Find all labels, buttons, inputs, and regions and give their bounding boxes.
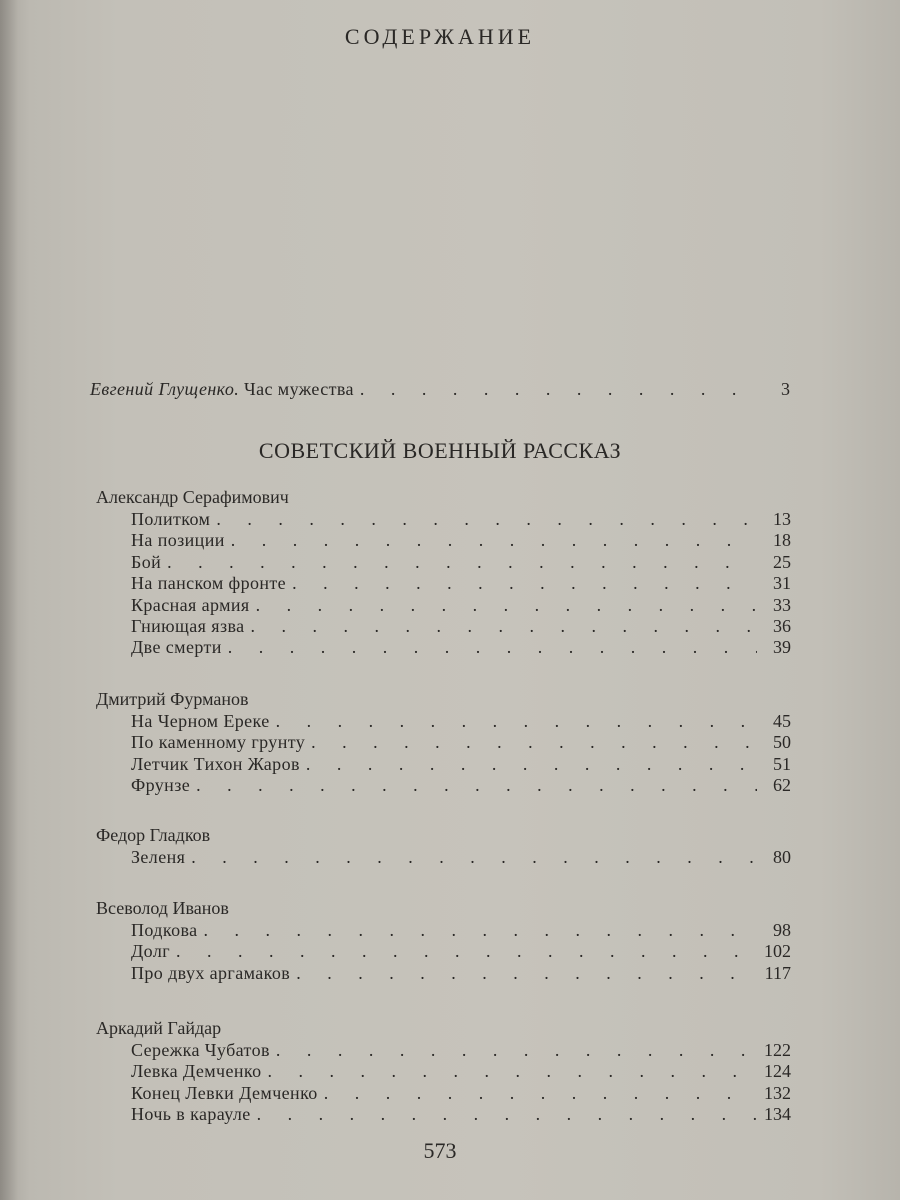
entry-title: По каменному грунту <box>131 732 306 753</box>
entry-title: Про двух аргамаков <box>131 962 291 983</box>
section-title: СОВЕТСКИЙ ВОЕННЫЙ РАССКАЗ <box>258 438 622 463</box>
toc-entry <box>96 1060 791 1081</box>
entry-page-number: 62 <box>773 775 791 796</box>
intro-author: Евгений Глущенко. <box>90 379 240 399</box>
toc-entry <box>96 594 791 615</box>
entry-page-number: 122 <box>764 1040 791 1060</box>
entry-page-number: 80 <box>773 847 791 867</box>
author-block <box>96 688 791 796</box>
toc-entry <box>96 572 791 593</box>
page-title: СОДЕРЖАНИЕ <box>344 24 536 49</box>
dot-leader <box>292 572 757 594</box>
dot-leader <box>228 636 757 658</box>
author-block <box>96 897 791 983</box>
dot-leader <box>324 1082 757 1104</box>
entry-title: Зеленя <box>131 847 186 867</box>
author-name: Дмитрий Фурманов <box>96 689 249 709</box>
dot-leader <box>306 753 757 775</box>
intro-entry-text <box>90 378 354 400</box>
author-name: Всеволод Иванов <box>96 898 229 918</box>
entry-title: Две смерти <box>131 637 222 658</box>
entry-title: Конец Левки Демченко <box>131 1082 318 1103</box>
toc-entry <box>96 710 791 731</box>
dot-leader <box>276 1039 757 1061</box>
entry-title: Бой <box>131 551 162 572</box>
entry-page-number: 39 <box>773 637 791 658</box>
toc-entry <box>96 1103 791 1124</box>
dot-leader <box>268 1060 757 1082</box>
entry-page-number: 31 <box>773 573 791 594</box>
toc-entry <box>96 919 791 940</box>
dot-leader <box>276 710 757 732</box>
dot-leader <box>204 919 757 941</box>
entry-title: Летчик Тихон Жаров <box>131 753 300 774</box>
dot-leader <box>257 1103 757 1125</box>
entry-page-number: 33 <box>773 594 791 615</box>
entry-title: Подкова <box>131 920 198 940</box>
dot-leader <box>311 731 757 753</box>
page-number: 573 <box>423 1138 457 1163</box>
intro-entry <box>90 378 790 402</box>
entry-title: Левка Демченко <box>131 1061 262 1082</box>
author-block <box>96 824 791 867</box>
toc-entry <box>96 529 791 550</box>
toc-entry <box>96 731 791 752</box>
dot-leader <box>167 551 757 573</box>
toc-entry <box>96 551 791 572</box>
author-name: Федор Гладков <box>96 825 211 845</box>
intro-page-number: 3 <box>781 379 790 399</box>
dot-leader <box>251 615 757 637</box>
entry-page-number: 102 <box>764 941 791 962</box>
dot-leader <box>296 962 757 984</box>
entry-title: Долг <box>131 941 171 962</box>
toc-entry <box>96 774 791 795</box>
dot-leader <box>216 508 757 530</box>
author-block <box>96 1017 791 1125</box>
entry-page-number: 117 <box>764 962 791 983</box>
entry-page-number: 132 <box>764 1082 791 1103</box>
entry-title: Гниющая язва <box>131 615 245 636</box>
toc-entry <box>96 753 791 774</box>
entry-page-number: 36 <box>773 615 791 636</box>
entry-page-number: 124 <box>764 1061 791 1082</box>
intro-title: Час мужества <box>244 379 354 399</box>
dot-leader <box>231 529 757 551</box>
author-name: Аркадий Гайдар <box>96 1018 222 1038</box>
entry-page-number: 25 <box>773 551 791 572</box>
entry-title: Сережка Чубатов <box>131 1040 270 1060</box>
dot-leader <box>256 594 757 616</box>
dot-leader <box>196 774 757 796</box>
toc-entry <box>96 508 791 529</box>
author-block <box>96 486 791 658</box>
entry-page-number: 98 <box>773 920 791 940</box>
toc-entry <box>96 846 791 867</box>
entry-title: Фрунзе <box>131 775 191 796</box>
toc-entry <box>96 1082 791 1103</box>
toc-entry <box>96 940 791 961</box>
entry-title: Красная армия <box>131 594 250 615</box>
author-name: Александр Серафимович <box>96 487 289 507</box>
entry-title: На Черном Ереке <box>131 711 270 731</box>
toc-entry <box>96 1039 791 1060</box>
entry-page-number: 18 <box>773 530 791 551</box>
dot-leader <box>360 378 756 400</box>
toc-entry <box>96 636 791 657</box>
toc-entry <box>96 615 791 636</box>
dot-leader <box>176 940 757 962</box>
entry-page-number: 51 <box>773 753 791 774</box>
dot-leader <box>191 846 757 868</box>
entry-title: На позиции <box>131 530 225 551</box>
entry-page-number: 45 <box>773 711 791 731</box>
entry-title: На панском фронте <box>131 573 287 594</box>
spine-shadow <box>0 0 18 1200</box>
entry-page-number: 13 <box>773 509 791 529</box>
entry-title: Политком <box>131 509 211 529</box>
entry-title: Ночь в карауле <box>131 1104 251 1125</box>
entry-page-number: 50 <box>773 732 791 753</box>
entry-page-number: 134 <box>764 1104 791 1125</box>
toc-entry <box>96 962 791 983</box>
